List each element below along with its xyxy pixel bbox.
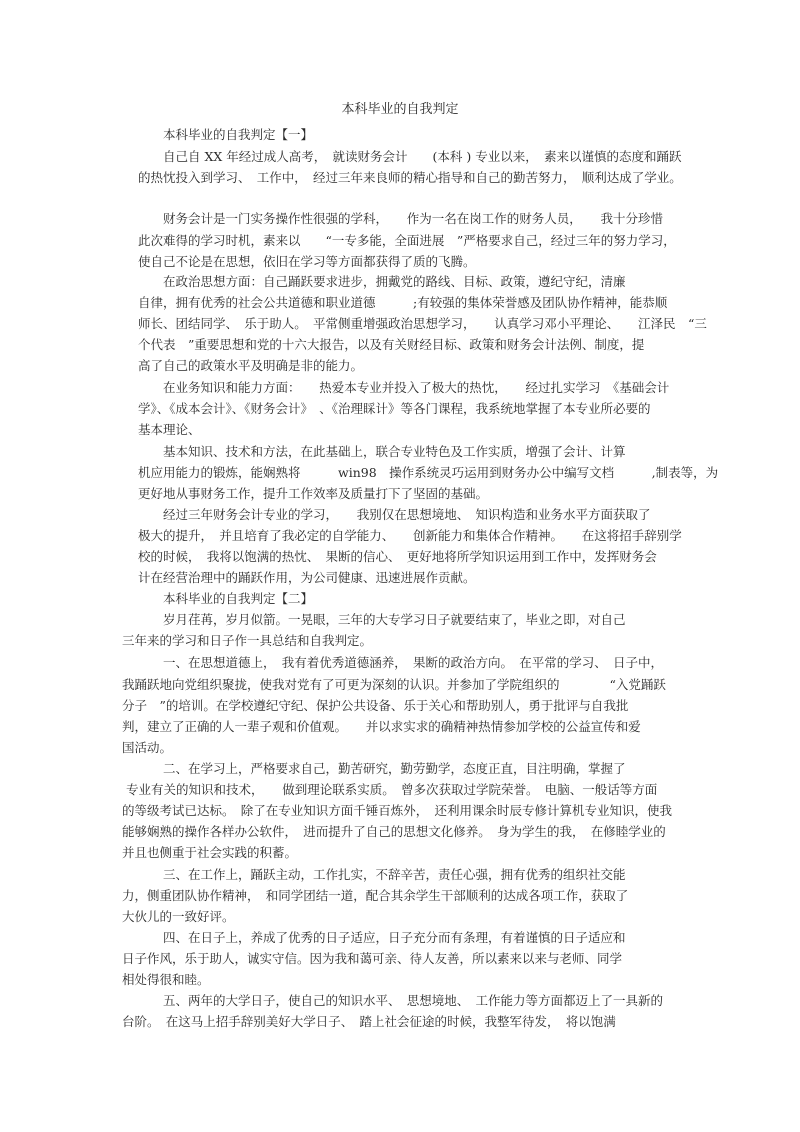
paragraph-line: 岁月荏苒，岁月似箭。一晃眼，三年的大专学习日子就要结束了，毕业之即，对自己 bbox=[163, 612, 626, 627]
paragraph-line: 机应用能力的锻炼，能娴熟将 win98 操作系统灵巧运用到财务办公中编写文档 ,制表等，为 bbox=[138, 465, 719, 480]
section-heading-1: 本科毕业的自我判定【一】 bbox=[163, 127, 314, 142]
paragraph-line: 相处得很和睦。 bbox=[122, 972, 210, 987]
paragraph-line: 学》、《成本会计》、《财务会计》 、《治理睬计》等各门课程，我系统地掌握了本专业所必要的 bbox=[138, 401, 651, 416]
paragraph-line: 判，建立了正确的人一辈子观和价值观。 并以求实求的确精神热情参加学校的公益宣传和爱 bbox=[122, 719, 641, 734]
paragraph-line: 极大的提升， 并且培育了我必定的自学能力、 创新能力和集体合作精神。 在这将招手辞别学 bbox=[138, 528, 682, 543]
document-title: 本科毕业的自我判定 bbox=[341, 102, 459, 117]
paragraph-line: 四、在日子上，养成了优秀的日子适应，日子充分而有条理，有着谨慎的日子适应和 bbox=[163, 930, 626, 945]
paragraph-line: 自律，拥有优秀的社会公共道德和职业道德 ;有较强的集体荣誉感及团队协作精神，能恭顺 bbox=[138, 295, 668, 310]
paragraph-line: 的等级考试已达标。 除了在专业知识方面千锤百炼外， 还利用课余时辰专修计算机专业知识，使我 bbox=[122, 803, 673, 818]
paragraph-line: 一、在思想道德上， 我有着优秀道德涵养， 果断的政治方向。 在平常的学习、 日子中， bbox=[163, 655, 664, 670]
paragraph-line: 师长、团结同学、 乐于助人。 平常侧重增强政治思想学习， 认真学习邓小平理论、 江泽民 “三 bbox=[138, 316, 707, 331]
paragraph-line: 分子 ”的培训。在学校遵纪守纪、保护公共设备、乐于关心和帮助别人，勇于批评与自我批 bbox=[122, 698, 629, 713]
paragraph-line: 能够娴熟的操作各样办公软件， 进而提升了自己的思想文化修养。 身为学生的我， 在修睦学业的 bbox=[122, 824, 666, 839]
paragraph-line: 经过三年财务会计专业的学习， 我别仅在思想境地、 知识构造和业务水平方面获取了 bbox=[163, 507, 651, 522]
paragraph-line: 财务会计是一门实务操作性很强的学科， 作为一名在岗工作的财务人员， 我十分珍惜 bbox=[163, 211, 664, 226]
paragraph-line: 此次难得的学习时机，素来以 “一专多能，全面进展 ”严格要求自己，经过三年的努力学习， bbox=[138, 233, 676, 248]
paragraph-line: 五、两年的大学日子，使自己的知识水平、 思想境地、 工作能力等方面都迈上了一具新的 bbox=[163, 993, 664, 1008]
paragraph-line: 计在经营治理中的踊跃作用，为公司健康、迅速进展作贡献。 bbox=[138, 570, 476, 585]
paragraph-line: 力，侧重团队协作精神， 和同学团结一道，配合其余学生干部顺利的达成各项工作，获取了 bbox=[122, 888, 629, 903]
paragraph-line: 使自己不论是在思想，依旧在学习等方面都获得了质的飞腾。 bbox=[138, 254, 476, 269]
paragraph-line: 自己自 XX 年经过成人高考， 就读财务会计 (本科 ) 专业以来， 素来以谨慎的态度和踊跃 bbox=[163, 149, 682, 164]
paragraph-line: 校的时候， 我将以饱满的热忱、 果断的信心、 更好地将所学知识运用到工作中，发挥财务会 bbox=[138, 549, 657, 564]
paragraph-line: 并且也侧重于社会实践的积蓄。 bbox=[122, 845, 298, 860]
paragraph-line: 二、在学习上，严格要求自己，勤苦研究，勤劳勤学，态度正直，目注明确，掌握了 bbox=[163, 761, 626, 776]
paragraph-line: 个代表 ”重要思想和党的十六大报告，以及有关财经目标、政策和财务会计法例、制度，提 bbox=[138, 337, 645, 352]
paragraph-line: 台阶。 在这马上招手辞别美好大学日子、 踏上社会征途的时候，我整军待发， 将以饱满 bbox=[122, 1014, 616, 1029]
paragraph-line: 在业务知识和能力方面： 热爱本专业并投入了极大的热忱， 经过扎实学习 《基础会计 bbox=[163, 380, 670, 395]
section-heading-2: 本科毕业的自我判定【二】 bbox=[163, 591, 314, 606]
paragraph-line: 在政治思想方面：自己踊跃要求进步，拥戴党的路线、目标、政策，遵纪守纪，清廉 bbox=[163, 274, 626, 289]
paragraph-line: 我踊跃地向党组织聚拢，使我对党有了可更为深刻的认识。并参加了学院组织的 “入党踊跃 bbox=[122, 677, 666, 692]
paragraph-line: 基本理论、 bbox=[138, 422, 201, 437]
paragraph-line: 三、在工作上，踊跃主动，工作扎实，不辞辛苦，责任心强，拥有优秀的组织社交能 bbox=[163, 867, 626, 882]
paragraph-line: 大伙儿的一致好评。 bbox=[122, 909, 235, 924]
paragraph-line: 日子作风，乐于助人，诚实守信。因为我和蔼可亲、待人友善，所以素来以来与老师、同学 bbox=[122, 951, 623, 966]
paragraph-line: 高了自己的政策水平及明确是非的能力。 bbox=[138, 358, 364, 373]
paragraph-line: 专业有关的知识和技术， 做到理论联系实质。 曾多次获取过学院荣誉。 电脑、一般话等方面 bbox=[126, 782, 658, 797]
paragraph-line: 更好地从事财务工作，提升工作效率及质量打下了坚固的基础。 bbox=[138, 486, 489, 501]
paragraph-line: 三年来的学习和日子作一具总结和自我判定。 bbox=[122, 633, 373, 648]
paragraph-line: 国活动。 bbox=[122, 740, 173, 755]
paragraph-line: 基本知识、技术和方法，在此基础上，联合专业特色及工作实质，增强了会计、计算 bbox=[163, 444, 626, 459]
paragraph-line: 的热忱投入到学习、 工作中， 经过三年来良师的精心指导和自己的勤苦努力， 顺利达成了学业。 bbox=[138, 170, 682, 185]
